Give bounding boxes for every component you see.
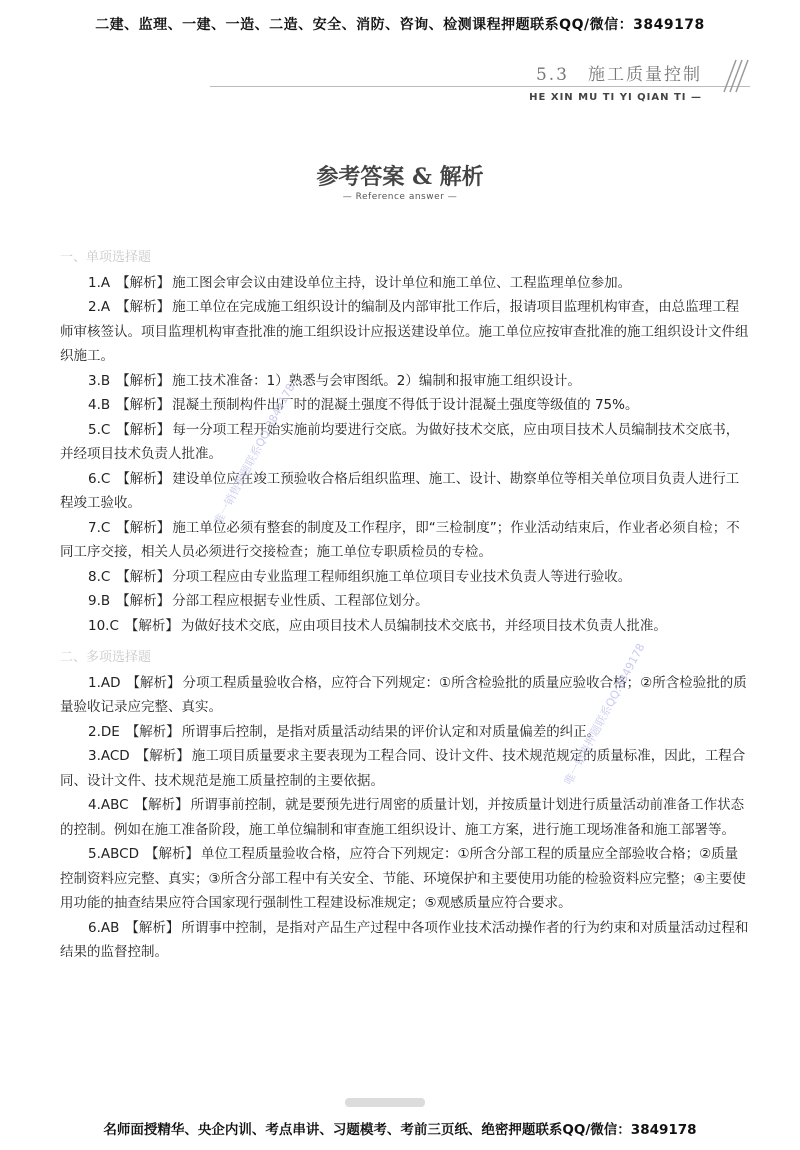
answer-number: 3.ACD (88, 748, 130, 764)
answer-item (60, 565, 750, 590)
answer-item (60, 467, 750, 516)
analysis-tag: 【解析】 (126, 674, 181, 691)
analysis-tag: 【解析】 (125, 919, 180, 936)
header-rule (210, 86, 750, 87)
analysis-tag: 【解析】 (116, 593, 171, 609)
analysis-tag: 【解析】 (125, 723, 180, 740)
answer-number: 8.C (88, 568, 111, 585)
answer-number: 3.B (88, 372, 111, 389)
answer-number: 6.C (88, 470, 111, 487)
answer-text: 混凝土预制构件出厂时的混凝土强度不得低于设计混凝土强度等级值的 75%。 (172, 397, 639, 413)
answer-item (60, 793, 750, 842)
analysis-tag: 【解析】 (116, 470, 171, 487)
answer-text: 施工技术准备：1）熟悉与会审图纸。2）编制和报审施工组织设计。 (172, 372, 581, 389)
section-heading: 一、单项选择题 (60, 250, 152, 265)
answer-item (60, 393, 750, 418)
slash-decoration-icon (710, 58, 750, 94)
answer-item (60, 418, 750, 467)
answer-number: 4.B (88, 397, 111, 413)
answer-number: 1.AD (88, 674, 121, 691)
answer-text: 分项工程质量验收合格，应符合下列规定：①所含检验批的质量应验收合格；②所含检验批的质量验收记录应完整、真实。 (60, 674, 747, 715)
answer-item (60, 671, 750, 720)
answer-text: 为做好技术交底，应由项目技术人员编制技术交底书，并经项目技术负责人批准。 (180, 617, 667, 634)
section-gap (60, 638, 750, 646)
answer-text: 施工图会审会议由建设单位主持，设计单位和施工单位、工程监理单位参加。 (172, 274, 632, 291)
answer-number: 2.DE (88, 723, 120, 740)
answer-text: 施工项目质量要求主要表现为工程合同、设计文件、技术规范规定的质量标准，因此，工程合同、设计文件、技术规范是施工质量控制的主要依据。 (60, 748, 746, 789)
answer-number: 5.C (88, 421, 111, 438)
section-header (210, 58, 750, 108)
answer-number: 7.C (88, 519, 111, 536)
answer-text: 所谓事中控制，是指对产品生产过程中各项作业技术活动操作者的行为约束和对质量活动过程和结果的监督控制。 (60, 919, 749, 960)
page-subtitle: — Reference answer — (342, 192, 458, 202)
answer-number: 4.ABC (88, 797, 129, 813)
analysis-tag: 【解析】 (116, 299, 171, 315)
top-banner: 二建、监理、一建、一造、二造、安全、消防、咨询、检测课程押题联系QQ/微信：3849178 (95, 17, 705, 33)
answer-number: 2.A (88, 299, 111, 315)
analysis-tag: 【解析】 (116, 519, 171, 536)
analysis-tag: 【解析】 (124, 617, 179, 634)
answer-text: 建设单位应在竣工预验收合格后组织监理、施工、设计、勘察单位等相关单位项目负责人进行工程竣工验收。 (60, 470, 740, 511)
answer-item (60, 614, 750, 639)
analysis-tag: 【解析】 (134, 797, 189, 813)
analysis-tag: 【解析】 (116, 372, 171, 389)
answer-number: 9.B (88, 593, 111, 609)
answer-content (60, 246, 750, 965)
analysis-tag: 【解析】 (116, 568, 171, 585)
answer-item (60, 720, 750, 745)
answer-text: 分项工程应由专业监理工程师组织施工单位项目专业技术负责人等进行验收。 (172, 568, 632, 585)
answer-text: 每一分项工程开始实施前均要进行交底。为做好技术交底，应由项目技术人员编制技术交底书，并经项目技术负责人批准。 (60, 421, 740, 462)
answer-text: 施工单位必须有整套的制度及工作程序，即“三检制度”；作业活动结束后，作业者必须自检；不同工序交接，相关人员必须进行交接检查；施工单位专职质检员的专检。 (60, 519, 740, 560)
watermark: 唯一销售押题联系QQ:3849178 (211, 381, 298, 528)
answer-text: 所谓事后控制，是指对质量活动结果的评价认定和对质量偏差的纠正。 (181, 723, 601, 740)
answer-number: 5.ABCD (88, 846, 139, 862)
answer-number: 6.AB (88, 919, 120, 936)
section-title: 5.3 施工质量控制 (535, 65, 702, 85)
analysis-tag: 【解析】 (116, 421, 171, 438)
watermark: 唯一销售押题联系QQ:3849178 (561, 641, 648, 788)
answer-text: 单位工程质量验收合格，应符合下列规定：①所含分部工程的质量应全部验收合格；②质量控制资料应完整、真实；③所含分部工程中有关安全、节能、环境保护和主要使用功能的检验资料应完整；④主要使用功能的抽查结果应符合国家现行强制性工程建设标准规定；⑤观感质量应符合要求。 (60, 846, 746, 911)
section-heading: 二、多项选择题 (60, 650, 152, 665)
section-subtitle: HE XIN MU TI YI QIAN TI — (529, 92, 702, 103)
answer-item (60, 369, 750, 394)
answer-item (60, 744, 750, 793)
analysis-tag: 【解析】 (116, 397, 171, 413)
answer-number: 1.A (88, 274, 111, 291)
bottom-banner: 名师面授精华、央企内训、考点串讲、习题模考、考前三页纸、绝密押题联系QQ/微信：3849178 (103, 1122, 697, 1138)
analysis-tag: 【解析】 (116, 274, 171, 291)
answer-number: 10.C (88, 617, 119, 634)
page-title: 参考答案 & 解析 (316, 164, 484, 190)
answer-item (60, 842, 750, 916)
answer-item (60, 295, 750, 369)
answer-item (60, 271, 750, 296)
answer-item (60, 916, 750, 965)
answer-text: 施工单位在完成施工组织设计的编制及内部审批工作后，报请项目监理机构审查，由总监理工程师审核签认。项目监理机构审查批准的施工组织设计应报送建设单位。施工单位应按审查批准的施工组织设计文件组织施工。 (60, 299, 749, 364)
answer-text: 分部工程应根据专业性质、工程部位划分。 (172, 593, 429, 609)
analysis-tag: 【解析】 (135, 748, 190, 764)
answer-item (60, 589, 750, 614)
footer-decoration (345, 1098, 425, 1107)
answer-item (60, 516, 750, 565)
answer-text: 所谓事前控制，就是要预先进行周密的质量计划，并按质量计划进行质量活动前准备工作状态的控制。例如在施工准备阶段，施工单位编制和审查施工组织设计、施工方案，进行施工现场准备和施工部署等。 (60, 797, 745, 838)
analysis-tag: 【解析】 (144, 846, 199, 862)
